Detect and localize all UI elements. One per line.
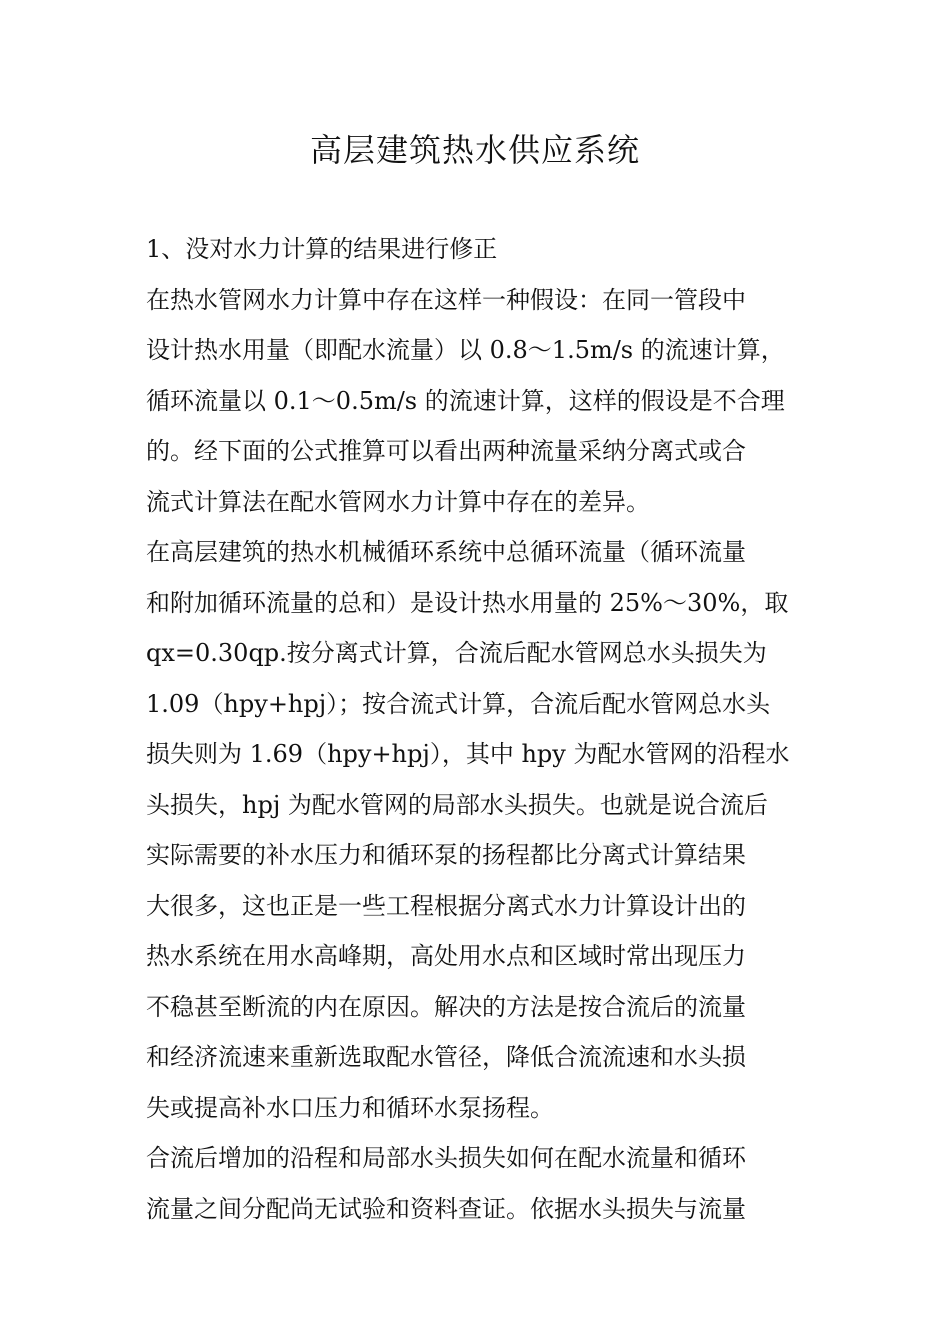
- paragraph-line: 不稳甚至断流的内在原因。解决的方法是按合流后的流量: [146, 992, 746, 1021]
- paragraph-line: 失或提高补水口压力和循环水泵扬程。: [146, 1093, 554, 1122]
- paragraph-line: 合流后增加的沿程和局部水头损失如何在配水流量和循环: [146, 1144, 746, 1172]
- paragraph-line: 和附加循环流量的总和）是设计热水用量的 25%～30%，取: [146, 588, 789, 617]
- paragraph-line: 循环流量以 0.1～0.5m/s 的流速计算，这样的假设是不合理: [146, 386, 785, 415]
- paragraph-line: 损失则为 1.69（hpy+hpj），其中 hpy 为配水管网的沿程水: [146, 740, 790, 768]
- page-title: 高层建筑热水供应系统: [309, 131, 640, 169]
- paragraph-line: 在高层建筑的热水机械循环系统中总循环流量（循环流量: [146, 538, 746, 566]
- document-body: [146, 224, 810, 1234]
- section-heading: 1、没对水力计算的结果进行修正: [146, 235, 498, 263]
- paragraph-line: qx=0.30qp.按分离式计算，合流后配水管网总水头损失为: [146, 639, 767, 667]
- paragraph-line: 的。经下面的公式推算可以看出两种流量采纳分离式或合: [146, 437, 746, 465]
- paragraph-line: 大很多，这也正是一些工程根据分离式水力计算设计出的: [146, 891, 746, 920]
- paragraph-line: 头损失，hpj 为配水管网的局部水头损失。也就是说合流后: [146, 790, 768, 819]
- paragraph-line: 设计热水用量（即配水流量）以 0.8～1.5m/s 的流速计算，: [146, 336, 785, 364]
- paragraph-1: [146, 275, 810, 528]
- paragraph-line: 1.09（hpy+hpj）；按合流式计算，合流后配水管网总水头: [146, 689, 771, 718]
- paragraph-line: 实际需要的补水压力和循环泵的扬程都比分离式计算结果: [146, 841, 746, 869]
- paragraph-2: [146, 527, 810, 1133]
- paragraph-line: 和经济流速来重新选取配水管径，降低合流流速和水头损: [146, 1043, 746, 1071]
- paragraph-3: [146, 1133, 810, 1234]
- paragraph-line: 流式计算法在配水管网水力计算中存在的差异。: [146, 487, 650, 516]
- paragraph-line: 热水系统在用水高峰期，高处用水点和区域时常出现压力: [146, 942, 746, 970]
- paragraph-line: 流量之间分配尚无试验和资料查证。依据水头损失与流量: [146, 1194, 746, 1223]
- paragraph-line: 在热水管网水力计算中存在这样一种假设：在同一管段中: [146, 285, 746, 314]
